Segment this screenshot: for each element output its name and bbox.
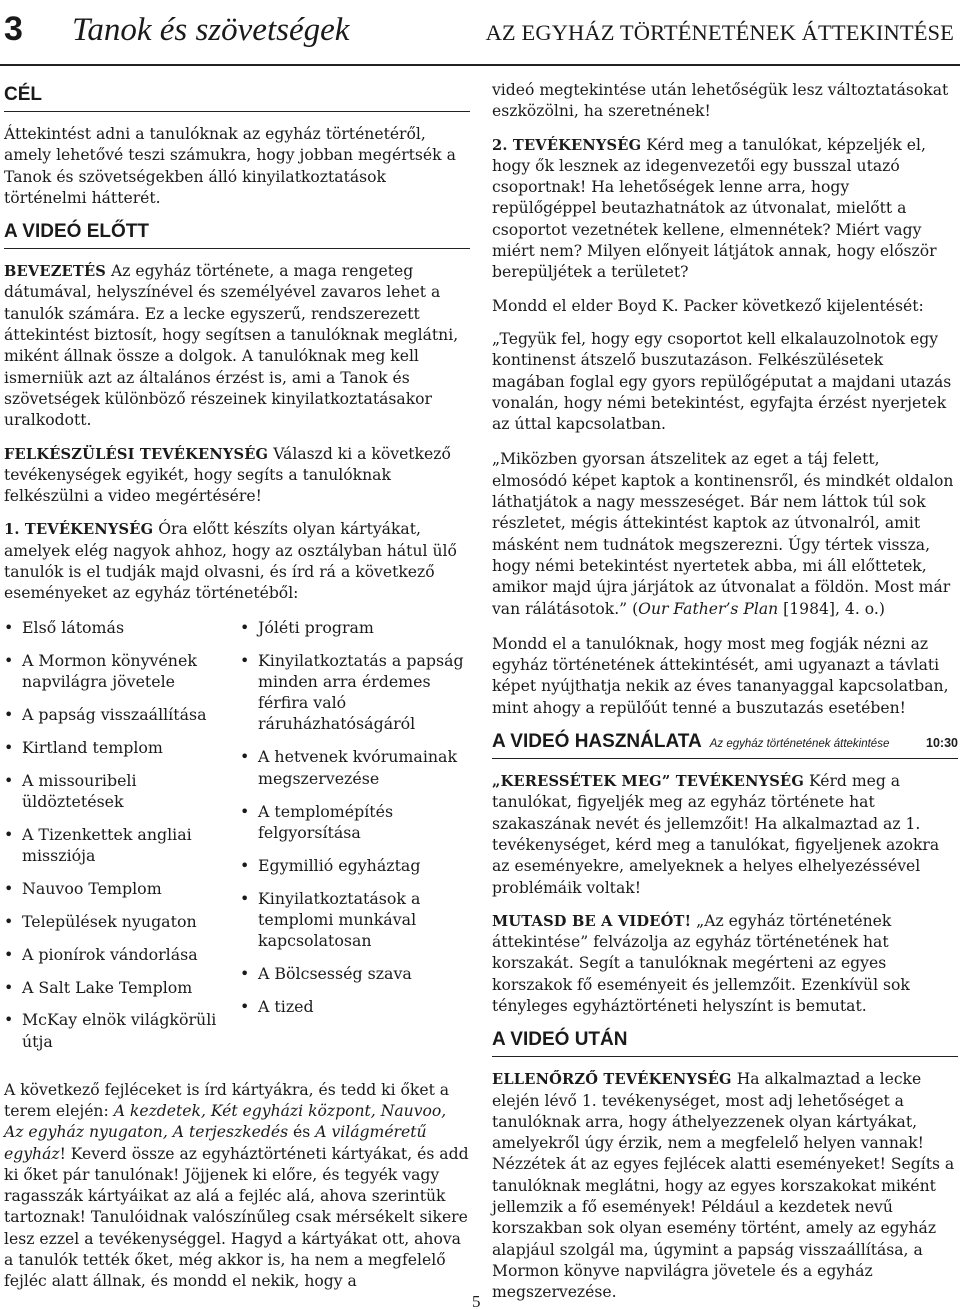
video-hasznalata-heading [492,731,958,759]
hasznalata-subtitle: Az egyház történetének áttekintése [709,738,890,751]
mutasd-paragraph [492,911,958,1017]
tevekenyseg1-text: Óra előtt készíts olyan kártyákat, amelyek elég nagyok ahhoz, hogy az osztályban hátul ülő tanulók is el tudják majd olvasni, és írd rá a következő eseményeket az egyház történetéből: [4,520,457,603]
event-list-col1 [4,617,240,1064]
list-item: • A templomépítés felgyorsítása [240,801,470,844]
list-item: • A pionírok vándorlása [4,944,240,965]
header-rule [0,64,960,66]
list-item: • A tized [240,996,470,1017]
list-item: • A Salt Lake Templom [4,977,240,998]
felkeszulesi-paragraph [4,444,470,508]
list-item: • A Bölcsesség szava [240,963,470,984]
closing-es: és [288,1123,316,1142]
list-item: • Egymillió egyháztag [240,855,470,876]
quote-2-text: „Miközben gyorsan átszelitek az eget a táj felett, elmosódó képet kaptok a kontinensről, és mindkét oldalon láthatjátok a nagy messzeséget. Bár nem láttok túl sok részletet, mégis áttekintést kaptok az útvonalról, amit másként nem tudnátok megszerezni. Úgy tértek vissza, hogy némi betekintést nyertetek abba, mi áll előttetek, amikor majd újra járjátok az útvonalat a földön. Most már van rálátásotok.” ( [492,450,954,618]
closing-vilag: A világméretű egyház [4,1123,427,1163]
list-item: • A Mormon könyvének napvilágra jövetele [4,650,240,693]
tevekenyseg1-paragraph [4,519,470,604]
quote-2-end: [1984], 4. o.) [778,599,885,618]
bevezetes-paragraph [4,261,470,431]
closing-text-a: A következő fejléceket is írd kártyákra, és tedd ki őket a terem elején: [4,1080,450,1120]
quote-1: „Tegyük fel, hogy egy csoportot kell elkalauzolnotok egy kontinenst átszelő buszutazáson. Felkészülésetek magában foglal egy gyors repülőgéputat a majdani utazás vonalán, hogy némi betekintést, egyfajta érzést nyerjetek az úttal kapcsolatban. [492,329,952,434]
keressetek-lead: „KERESSÉTEK MEG” TEVÉKENYSÉG [492,773,805,791]
mondd2-paragraph: Mondd el a tanulóknak, hogy most meg fogják nézni az egyház történetének áttekintését, ami ugyanazt a távlati képet nyújthatja nekik az éves tananyaggal kapcsolatban, mint ahogy a repülőút tenné a buszutazás esetében! [492,634,949,717]
quote-2-cite: Our Father’s Plan [638,599,779,618]
continued-paragraph: videó megtekintése után lehetőségük lesz változtatásokat eszközölni, ha szeretnének! [492,81,949,121]
mutasd-text: „Az egyház történetének áttekintése” felvázolja az egyház történetének hat korszakát. Segít a tanulóknak megérteni az egyes korszakok fő eseményeit és jellemzőit. Ezenkívül sok tényleges egyháztörténeti helyszínt is bemutat. [492,911,910,1015]
running-head: AZ EGYHÁZ TÖRTÉNETÉNEK ÁTTEKINTÉSE [485,20,954,45]
list-item: • A papság visszaállítása [4,704,240,725]
ellenorzo-paragraph [492,1069,958,1303]
chapter-number: 3 [4,10,23,48]
page-header [0,0,960,66]
felkeszulesi-lead: FELKÉSZÜLÉSI TEVÉKENYSÉG [4,445,269,463]
hasznalata-title: A VIDEÓ HASZNÁLATA [492,731,702,753]
quote-2 [492,449,958,619]
list-item: • Települések nyugaton [4,911,240,932]
cel-paragraph: Áttekintést adni a tanulóknak az egyház történetéről, amely lehetővé teszi számukra, hogy jobban megértsék a Tanok és szövetségekben álló kinyilatkoztatások történelmi hátterét. [4,125,456,207]
bevezetes-lead: BEVEZETÉS [4,263,107,281]
list-item: • A Tizenkettek angliai missziója [4,824,240,867]
closing-text-b: ! Keverd össze az egyháztörténeti kártyákat, és add ki őket pár tanulónak! Jöjjenek ki előre, és tegyék vagy ragasszák kártyáikat az alá a fejléc alá, ahova szerintük tartoznak! Tanulóidnak valószínűleg csak mérsékelt sikere lesz ezzel a tevékenységgel. Hagyd a kártyákat ott, ahova a tanulók tették őket, még akkor is, ha nem a megfelelő fejléc alatt állnak, és mondd el nekik, hogy a [4,1144,469,1291]
list-item: • Kirtland templom [4,737,240,758]
closing-headers: A kezdetek, Két egyházi központ, Nauvoo, Az egyház nyugaton, A terjeszkedés [4,1101,447,1142]
list-item: • McKay elnök világkörüli útja [4,1009,240,1052]
mondd-paragraph: Mondd el elder Boyd K. Packer következő kijelentését: [492,296,924,315]
chapter-title: Tanok és szövetségek [72,12,350,48]
list-item: • Nauvoo Templom [4,878,240,899]
left-column [4,80,470,1305]
tevekenyseg2-paragraph [492,135,958,284]
bevezetes-text: Az egyház története, a maga rengeteg dátumával, helyszínével és személyével zavaros lehet a tanulók számára. Ez a lecke egyszerű, rendszerezett áttekintést biztosít, hogy segítsen a tanulóknak meglátni, miként állnak össze a dolgok. A tanulóknak meg kell ismerniük azt az általános érzést is, ami a Tanok és szövetségek különböző részeinek kinyilatkoztatásakor uralkodott. [4,262,459,430]
tevekenyseg2-text: Kérd meg a tanulókat, képzeljék el, hogy ők lesznek az idegenvezetői egy busszal utazó csoportnak! Ha lehetőségek lenne arra, hogy repülőgéppel beutazhatnátok az útvonalat, mielőtt a csoportot vezetnétek kellene, elmennétek? Miért vagy miért nem? Milyen előnyeit látjátok annak, hogy először berepüljétek a területet? [492,135,937,282]
closing-paragraph [4,1080,470,1293]
tevekenyseg1-lead: 1. TEVÉKENYSÉG [4,521,154,539]
ellenorzo-lead: ELLENŐRZŐ TEVÉKENYSÉG [492,1071,732,1089]
cel-heading: CÉL [4,84,470,112]
video-elott-heading: A VIDEÓ ELŐTT [4,221,470,249]
event-list-col2 [240,617,470,1064]
mutasd-lead: MUTASD BE A VIDEÓT! [492,912,692,930]
keressetek-paragraph [492,771,958,899]
ellenorzo-text: Ha alkalmaztad a lecke elején lévő 1. tevékenységet, most adj lehetőséget a tanulóknak arra, hogy áthelyezzenek olyan kártyákat, amelyekről úgy érzik, nem a megfelelő helyen vannak! Nézzétek át az egyes fejlécek alatti eseményeket! Segíts a tanulóknak meglátni, hogy az egyes korszakokat miként jellemzik a fő események! Például a kezdetek nevű korszakban sok olyan esemény történt, amely az egyház alapjául szolgál ma, úgymint a papság visszaállítása, a Mormon könyve napvilágra jövetele és a egyház megszervezése. [492,1070,955,1302]
list-item: • Kinyilatkoztatások a templomi munkával kapcsolatosan [240,888,470,952]
page-number: 5 [472,1292,481,1309]
list-item: • Kinyilatkoztatás a papság minden arra érdemes férfira való ráruházhatóságáról [240,650,470,735]
list-item: • A hetvenek kvórumainak megszervezése [240,746,470,789]
hasznalata-duration: 10:30 [926,736,958,751]
event-lists [4,617,470,1064]
list-item: • Jóléti program [240,617,470,638]
list-item: • Első látomás [4,617,240,638]
right-column [492,80,958,1309]
keressetek-text: Kérd meg a tanulókat, figyeljék meg az egyház története hat szakaszának nevét és jellemzőit! Ha alkalmaztad az 1. tevékenységet, kérd meg a tanulókat, figyeljenek azokra az eseményekre, amelyeknek a helyes elhelyezéssével problémáik voltak! [492,772,940,897]
felkeszulesi-text: Válaszd ki a következő tevékenységek egyikét, hogy segíts a tanulóknak felkészülni a video megértésére! [4,444,451,506]
tevekenyseg2-lead: 2. TEVÉKENYSÉG [492,136,642,154]
list-item: • A missouribeli üldöztetések [4,770,240,813]
video-utan-heading: A VIDEÓ UTÁN [492,1029,958,1057]
